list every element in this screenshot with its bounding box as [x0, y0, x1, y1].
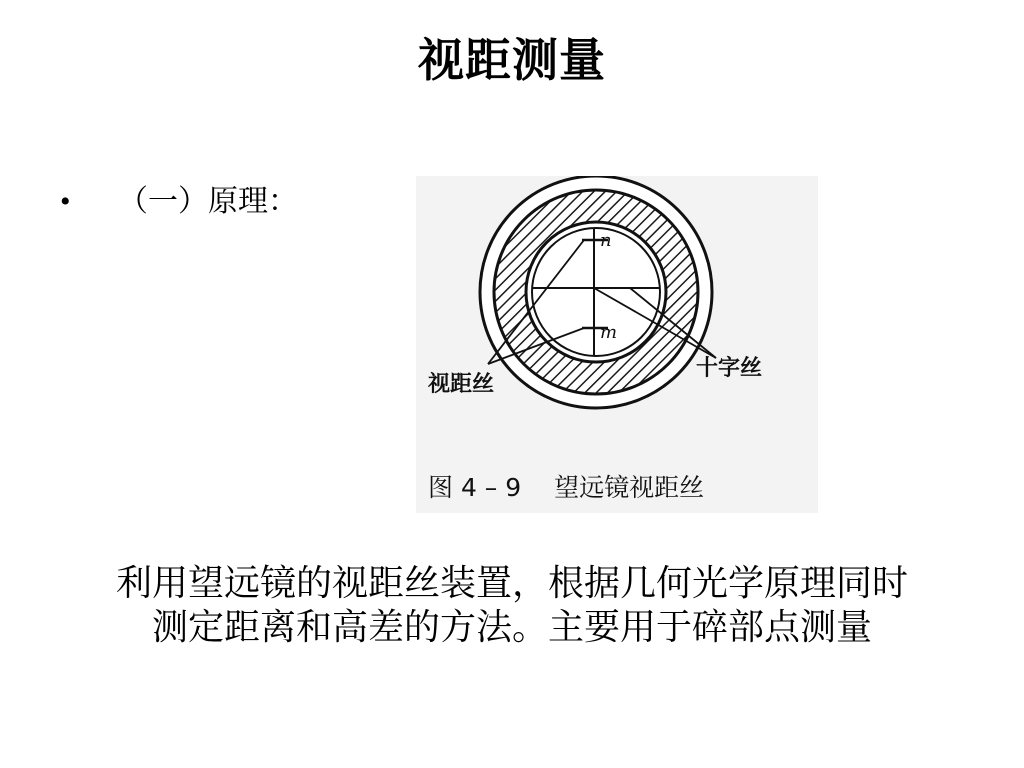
figure-caption: 图 4 – 9 望远镜视距丝: [428, 473, 705, 502]
label-m: m: [600, 322, 618, 343]
slide-title: 视距测量: [418, 33, 606, 87]
body-paragraph: [56, 562, 968, 650]
label-stadia: 视距丝: [428, 372, 495, 397]
label-n: n: [600, 230, 612, 251]
label-crosshair: 十字丝: [696, 356, 763, 381]
bullet-text: （一）原理：: [118, 184, 298, 219]
body-line-1: 利用望远镜的视距丝装置，根据几何光学原理同时: [115, 563, 908, 604]
body-line-2: 测定距离和高差的方法。主要用于碎部点测量: [151, 607, 872, 648]
bullet-dot: •: [60, 185, 71, 218]
bullet-item: [60, 182, 298, 222]
stadia-diagram: [416, 176, 818, 513]
eyepiece-inner: [532, 228, 660, 356]
telescope-stadia-figure: [416, 176, 818, 513]
